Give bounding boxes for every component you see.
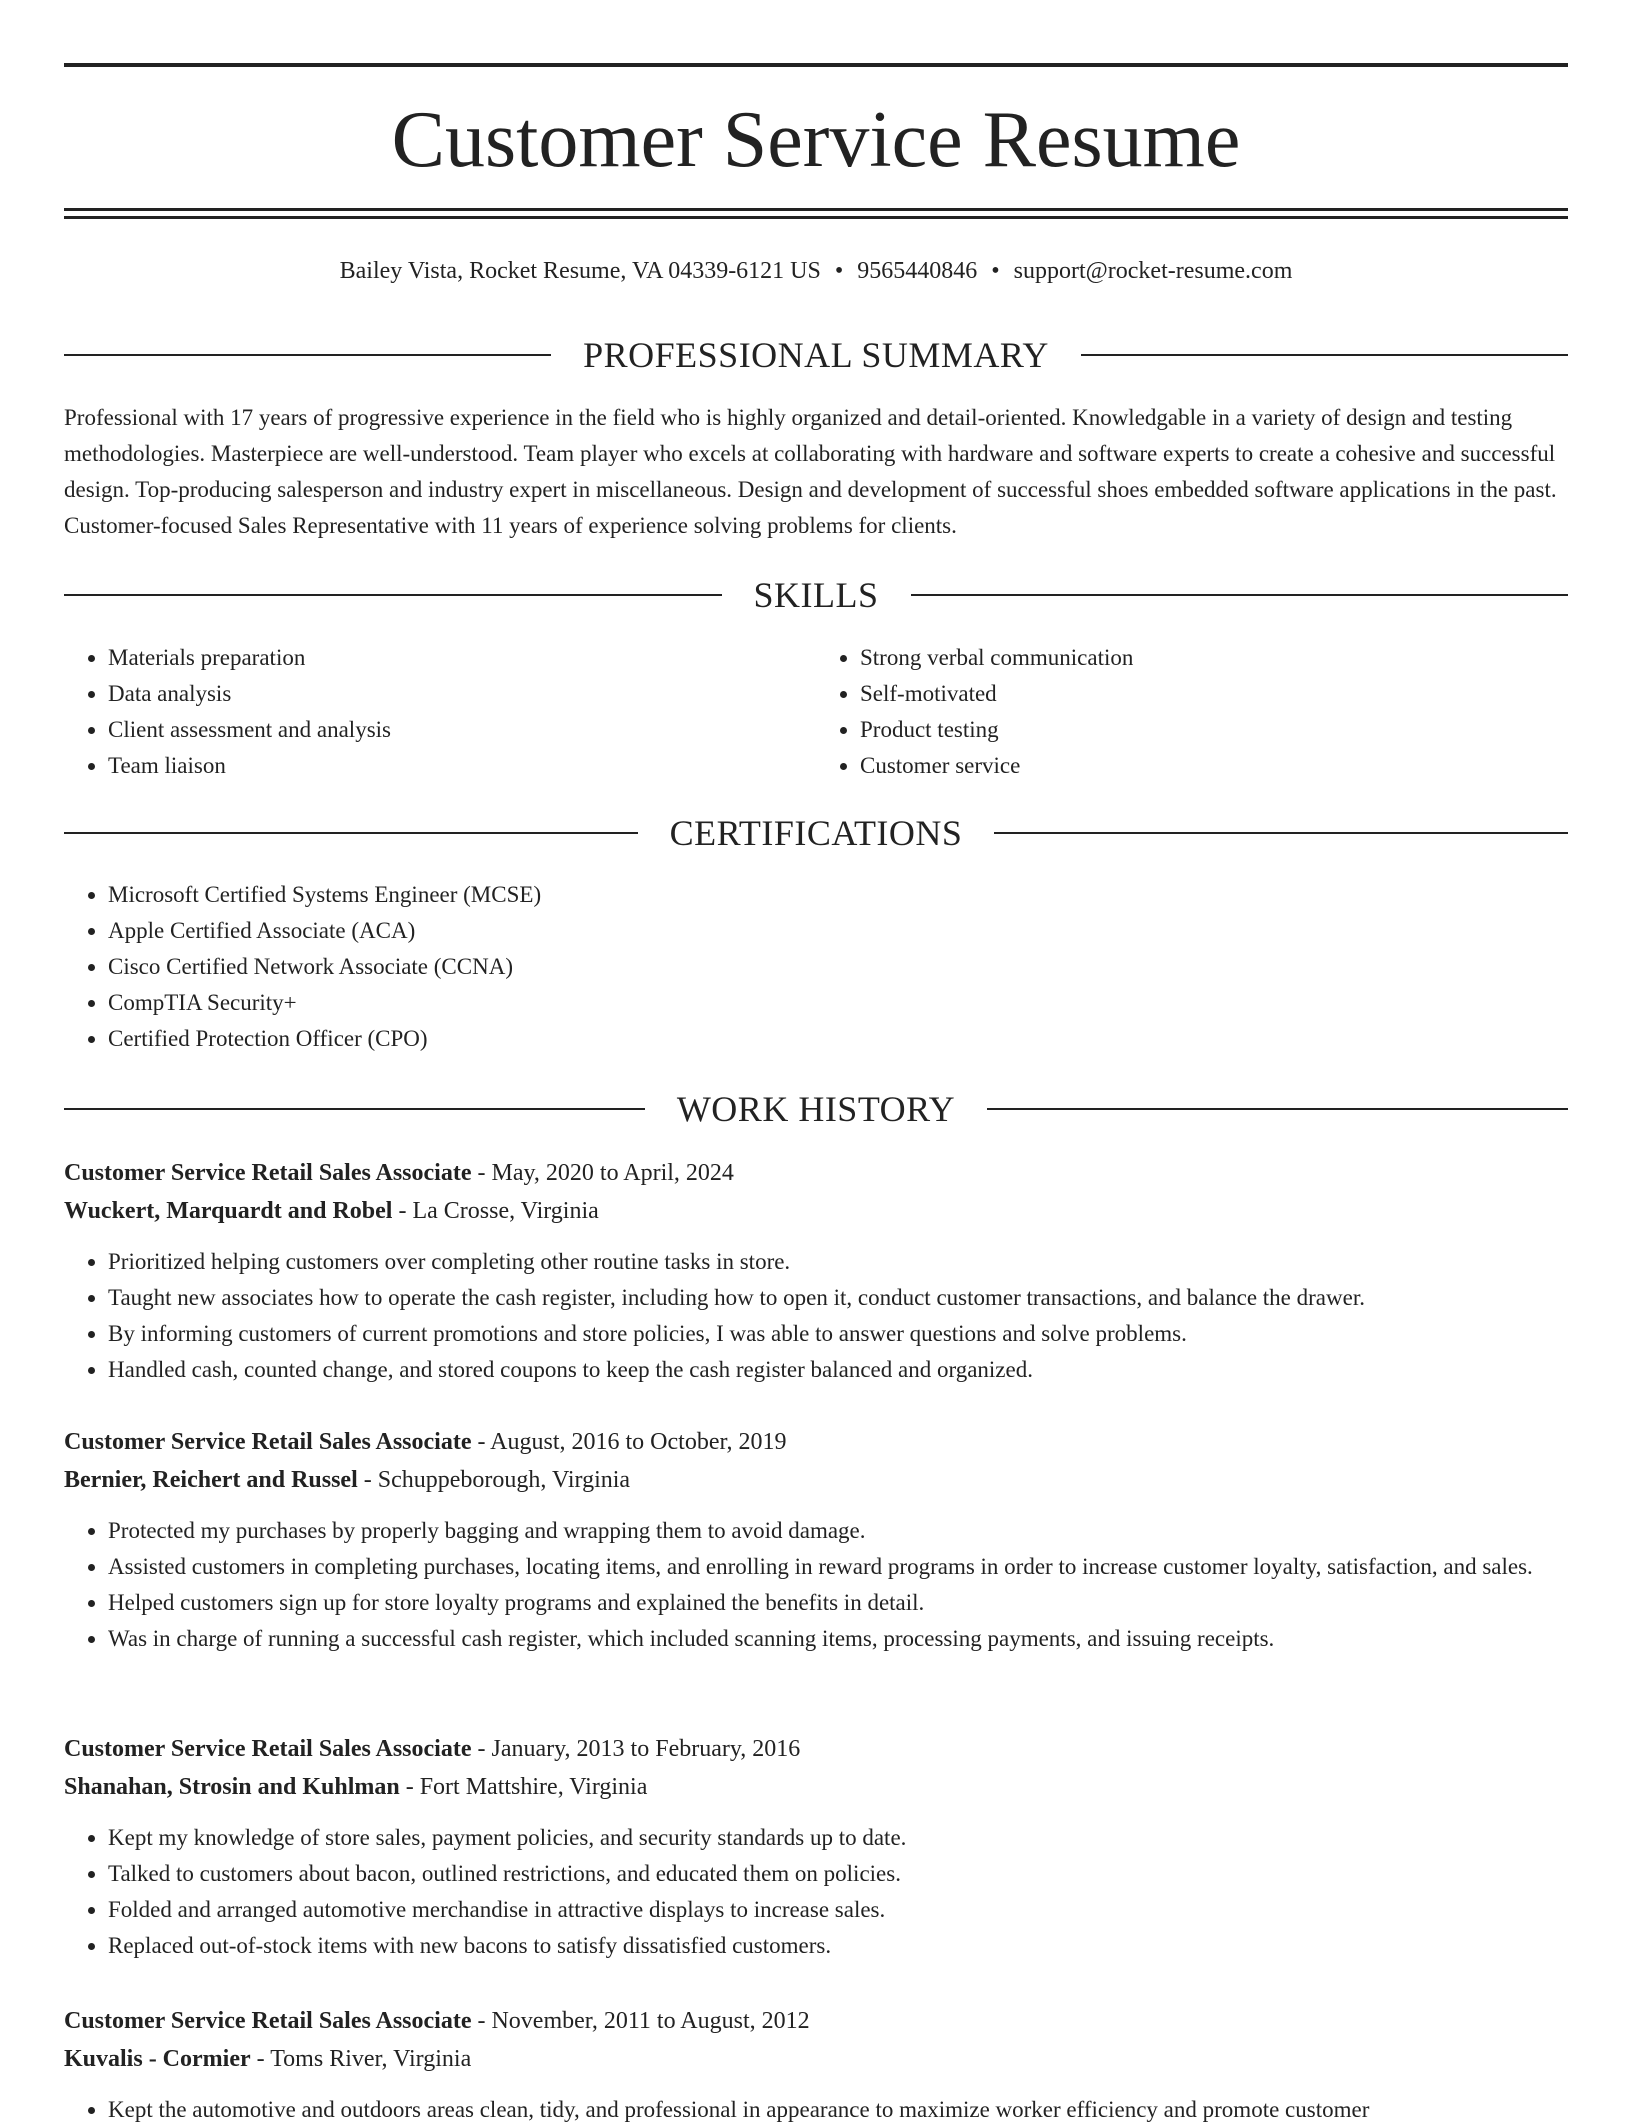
job-title: Customer Service Retail Sales Associate (64, 1736, 472, 1762)
contact-email: support@rocket-resume.com (1013, 258, 1293, 284)
job-title-line (64, 2002, 1568, 2040)
job-bullet: • Helped customers sign up for store loyalty programs and explained the benefits in detail. (108, 1585, 1568, 1621)
heading-rule (1081, 354, 1568, 356)
certification-item: • Microsoft Certified Systems Engineer (MCSE) (108, 877, 1568, 913)
heading-rule (994, 832, 1568, 834)
skills-column-right (816, 640, 1568, 784)
job-title: Customer Service Retail Sales Associate (64, 1429, 472, 1455)
heading-rule (911, 594, 1569, 596)
job-location: - Fort Mattshire, Virginia (399, 1774, 648, 1800)
job-company: Kuvalis - Cormier (64, 2046, 251, 2072)
job-title: Customer Service Retail Sales Associate (64, 2008, 472, 2034)
job-bullet: • Folded and arranged automotive merchandise in attractive displays to increase sales. (108, 1892, 1568, 1928)
heading-label: PROFESSIONAL SUMMARY (583, 335, 1049, 375)
contact-separator: • (834, 258, 844, 284)
job-bullet: • Kept my knowledge of store sales, payment policies, and security standards up to date. (108, 1820, 1568, 1856)
skill-item: • Data analysis (108, 676, 816, 712)
job-company: Wuckert, Marquardt and Robel (64, 1198, 393, 1224)
top-rule (64, 63, 1568, 67)
job-entry (64, 2002, 1568, 2128)
skill-item: • Self-motivated (860, 676, 1568, 712)
skills-list (64, 640, 1568, 784)
certification-item: • CompTIA Security+ (108, 985, 1568, 1021)
job-bullets (64, 2092, 1568, 2128)
job-dates: - January, 2013 to February, 2016 (471, 1736, 801, 1762)
certification-item: • Cisco Certified Network Associate (CCNA) (108, 949, 1568, 985)
skill-item: • Materials preparation (108, 640, 816, 676)
skill-item: • Customer service (860, 748, 1568, 784)
section-heading-work-history (64, 1089, 1568, 1129)
job-bullets (64, 1820, 1568, 1964)
skill-item: • Client assessment and analysis (108, 712, 816, 748)
skills-column-left (64, 640, 816, 784)
job-bullet: • Replaced out-of-stock items with new bacons to satisfy dissatisfied customers. (108, 1928, 1568, 1964)
job-bullets (64, 1244, 1568, 1388)
job-company: Shanahan, Strosin and Kuhlman (64, 1774, 400, 1800)
skill-item: • Strong verbal communication (860, 640, 1568, 676)
title-rule-upper (64, 208, 1568, 211)
job-company-line (64, 1768, 1568, 1806)
summary-paragraph: Professional with 17 years of progressive experience in the field who is highly organized and detail-oriented. Knowledgable in a variety of design and testing methodologies. Masterpiece are well-understood. Team player who excels at collaborating with hardware and software experts to create a cohesive and successful design. Top-producing salesperson and industry expert in miscellaneous. Design and development of successful shoes embedded software applications in the past. Customer-focused Sales Representative with 11 years of experience solving problems for clients. (64, 405, 1557, 538)
skill-item: • Product testing (860, 712, 1568, 748)
job-title: Customer Service Retail Sales Associate (64, 1160, 472, 1186)
heading-rule (64, 1108, 645, 1110)
job-bullet: • Was in charge of running a successful cash register, which included scanning items, processing payments, and issuing receipts. (108, 1621, 1568, 1657)
section-heading-certifications (64, 813, 1568, 853)
job-bullet: • Handled cash, counted change, and stored coupons to keep the cash register balanced and organized. (108, 1352, 1568, 1388)
job-dates: - May, 2020 to April, 2024 (471, 1160, 734, 1186)
section-heading-skills (64, 575, 1568, 615)
contact-phone: 9565440846 (857, 258, 978, 284)
heading-rule (987, 1108, 1568, 1110)
job-location: - La Crosse, Virginia (392, 1198, 599, 1224)
job-entry (64, 1730, 1568, 1964)
job-bullet: • Kept the automotive and outdoors areas clean, tidy, and professional in appearance to maximize worker efficiency and promote customer (108, 2092, 1568, 2128)
job-company-line (64, 2040, 1568, 2078)
skill-item: • Team liaison (108, 748, 816, 784)
job-company-line (64, 1461, 1568, 1499)
title-rule-lower (64, 216, 1568, 219)
certifications-list (64, 877, 1568, 1057)
job-bullet: • Prioritized helping customers over completing other routine tasks in store. (108, 1244, 1568, 1280)
job-bullet: • Talked to customers about bacon, outlined restrictions, and educated them on policies. (108, 1856, 1568, 1892)
resume-title: Customer Service Resume (391, 96, 1241, 184)
heading-label: CERTIFICATIONS (669, 813, 963, 853)
heading-rule (64, 832, 638, 834)
section-heading-summary (64, 335, 1568, 375)
job-company: Bernier, Reichert and Russel (64, 1467, 358, 1493)
job-dates: - November, 2011 to August, 2012 (471, 2008, 810, 2034)
job-entry (64, 1423, 1568, 1657)
job-bullets (64, 1513, 1568, 1657)
contact-address: Bailey Vista, Rocket Resume, VA 04339-6121 US (339, 258, 821, 284)
job-location: - Toms River, Virginia (250, 2046, 472, 2072)
job-bullet: • Taught new associates how to operate the cash register, including how to open it, conduct customer transactions, and balance the drawer. (108, 1280, 1568, 1316)
certification-item: • Apple Certified Associate (ACA) (108, 913, 1568, 949)
job-dates: - August, 2016 to October, 2019 (471, 1429, 787, 1455)
certification-item: • Certified Protection Officer (CPO) (108, 1021, 1568, 1057)
job-title-line (64, 1154, 1568, 1192)
heading-rule (64, 594, 722, 596)
job-company-line (64, 1192, 1568, 1230)
job-title-line (64, 1730, 1568, 1768)
job-entry (64, 1154, 1568, 1388)
job-bullet: • Protected my purchases by properly bagging and wrapping them to avoid damage. (108, 1513, 1568, 1549)
job-location: - Schuppeborough, Virginia (357, 1467, 631, 1493)
heading-label: SKILLS (753, 575, 879, 615)
heading-rule (64, 354, 551, 356)
job-bullet: • Assisted customers in completing purchases, locating items, and enrolling in reward programs in order to increase customer loyalty, satisfaction, and sales. (108, 1549, 1568, 1585)
job-bullet: • By informing customers of current promotions and store policies, I was able to answer questions and solve problems. (108, 1316, 1568, 1352)
job-title-line (64, 1423, 1568, 1461)
heading-label: WORK HISTORY (676, 1089, 956, 1129)
contact-separator: • (991, 258, 1000, 284)
contact-line (64, 254, 1568, 288)
